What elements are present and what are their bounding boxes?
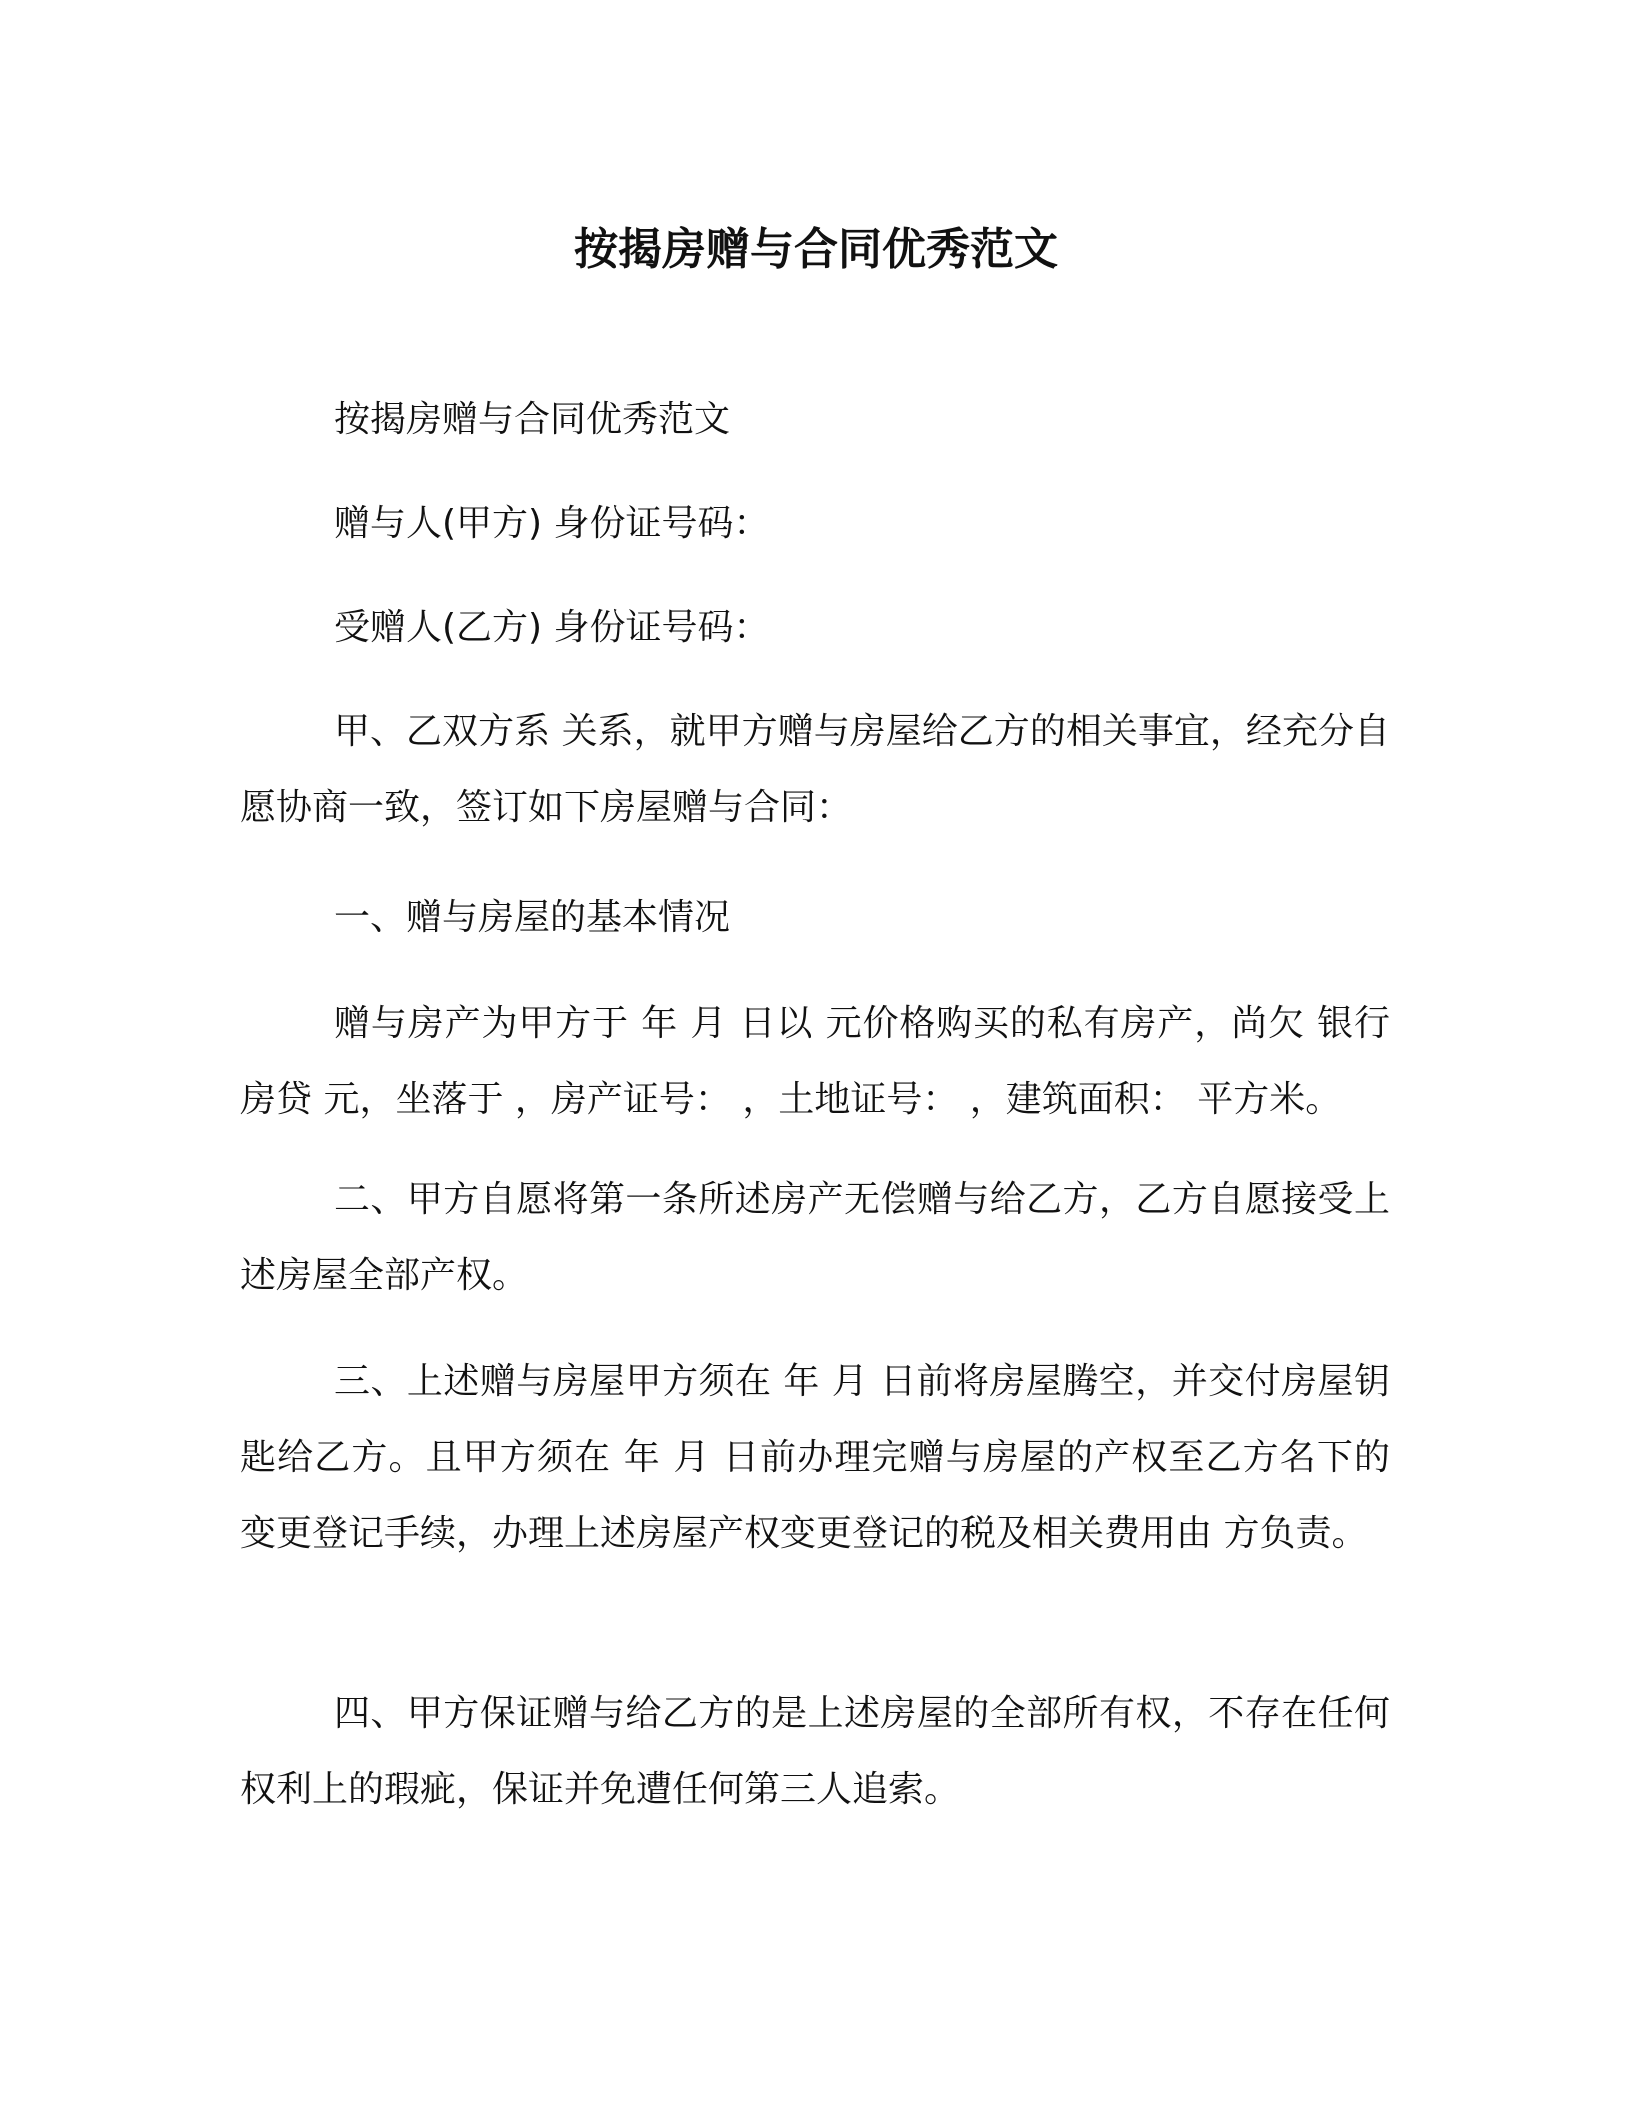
section-1-paragraph: 赠与房产为甲方于 年 月 日以 元价格购买的私有房产，尚欠 银行房贷 元，坐落于 ，房产证号： ，土地证号： ，建筑面积： 平方米。 <box>240 1003 1390 1120</box>
document-title: 按揭房赠与合同优秀范文 <box>574 224 1058 275</box>
document-subtitle: 按揭房赠与合同优秀范文 <box>334 399 731 440</box>
section-1-heading: 一、赠与房屋的基本情况 <box>334 897 731 938</box>
intro-paragraph: 甲、乙双方系 关系，就甲方赠与房屋给乙方的相关事宜，经充分自愿协商一致，签订如下房屋赠与合同： <box>240 711 1390 828</box>
section-4-paragraph: 四、甲方保证赠与给乙方的是上述房屋的全部所有权，不存在任何权利上的瑕疵，保证并免遭任何第三人追索。 <box>240 1693 1390 1810</box>
donor-id-line: 赠与人(甲方) 身份证号码： <box>334 503 770 544</box>
donee-id-line: 受赠人(乙方) 身份证号码： <box>334 607 770 648</box>
section-3-paragraph: 三、上述赠与房屋甲方须在 年 月 日前将房屋腾空，并交付房屋钥匙给乙方。且甲方须在 年 月 日前办理完赠与房屋的产权至乙方名下的变更登记手续，办理上述房屋产权变更登记的税及相关费用由 方负责。 <box>240 1361 1390 1554</box>
section-2-paragraph: 二、甲方自愿将第一条所述房产无偿赠与给乙方，乙方自愿接受上述房屋全部产权。 <box>240 1179 1390 1296</box>
